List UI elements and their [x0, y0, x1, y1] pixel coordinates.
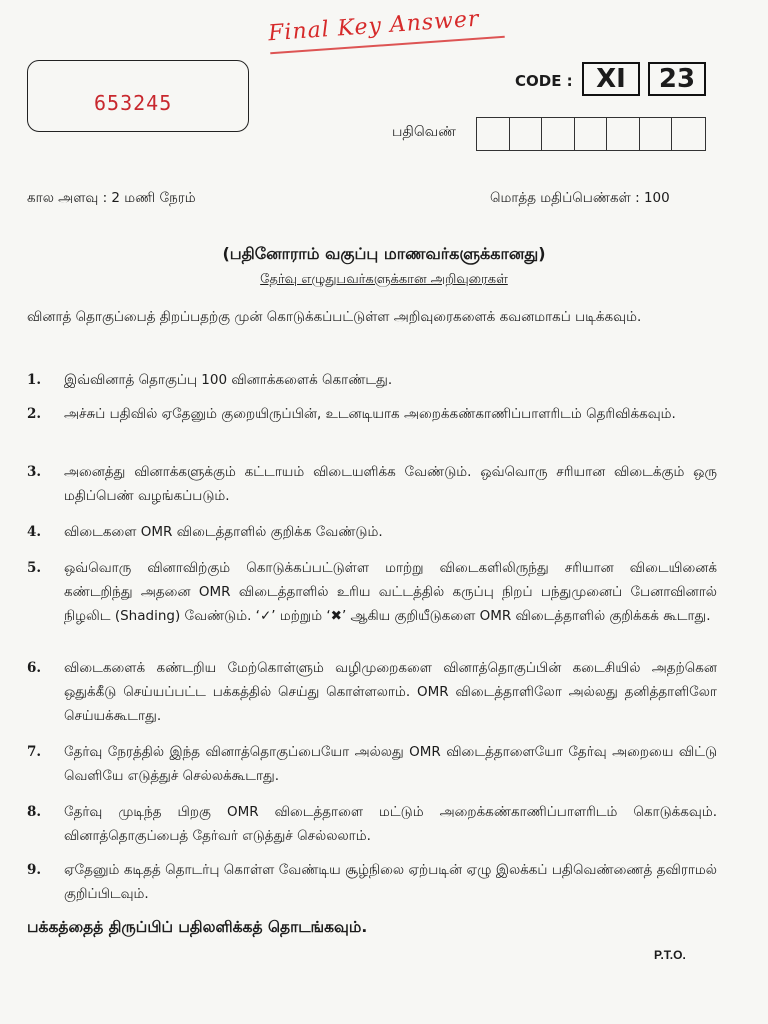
register-number-label: பதிவெண்: [392, 124, 456, 140]
register-digit-cell[interactable]: [575, 118, 608, 150]
instruction-number: 8.: [27, 804, 42, 820]
total-marks: மொத்த மதிப்பெண்கள் : 100: [490, 190, 670, 206]
intro-text: வினாத் தொகுப்பைத் திறப்பதற்கு முன் கொடுக்கப்பட்டுள்ள அறிவுரைகளைக் கவனமாகப் படிக்கவும்.: [27, 309, 642, 325]
instruction-number: 7.: [27, 744, 42, 760]
instruction-item: [27, 800, 717, 848]
instruction-item: [27, 460, 717, 508]
instruction-text: இவ்வினாத் தொகுப்பு 100 வினாக்களைக் கொண்டது.: [64, 372, 393, 388]
instruction-text: தேர்வு முடிந்த பிறகு OMR விடைத்தாளை மட்டும் அறைக்கண்காணிப்பாளரிடம் கொடுக்கவும். வினாத்தொகுப்பைத் தேர்வர் எடுத்துச் செல்லலாம்.: [64, 804, 717, 844]
page-heading: (பதினோராம் வகுப்பு மாணவர்களுக்கானது): [222, 244, 546, 263]
instruction-text: ஏதேனும் கடிதத் தொடர்பு கொள்ள வேண்டிய சூழ்நிலை ஏற்படின் ஏழு இலக்கப் பதிவெண்ணைத் தவிராமல் குறிப்பிடவும்.: [64, 862, 717, 902]
instruction-number: 3.: [27, 464, 42, 480]
code-number-box: 23: [648, 62, 706, 96]
instruction-number: 2.: [27, 406, 42, 422]
instruction-item: [27, 402, 717, 426]
instruction-item: [27, 520, 717, 544]
turn-page-instruction: பக்கத்தைத் திருப்பிப் பதிலளிக்கத் தொடங்கவும்.: [27, 918, 368, 936]
register-digit-cell[interactable]: [477, 118, 510, 150]
instruction-item: [27, 556, 717, 628]
handwritten-annotation: Final Key Answer: [267, 6, 481, 47]
instruction-number: 5.: [27, 560, 42, 576]
instruction-text: விடைகளை OMR விடைத்தாளில் குறிக்க வேண்டும்.: [64, 524, 383, 540]
serial-number-box: [27, 60, 249, 132]
register-digit-cell[interactable]: [510, 118, 543, 150]
instruction-text: தேர்வு நேரத்தில் இந்த வினாத்தொகுப்பையோ அல்லது OMR விடைத்தாளையோ தேர்வு அறையை விட்டு வெளியே எடுத்துச் செல்லக்கூடாது.: [64, 744, 717, 784]
serial-number: 653245: [94, 91, 173, 115]
code-label: CODE :: [515, 72, 573, 90]
register-number-grid[interactable]: [476, 117, 706, 151]
register-digit-cell[interactable]: [542, 118, 575, 150]
instruction-text: விடைகளைக் கண்டறிய மேற்கொள்ளும் வழிமுறைகளை வினாத்தொகுப்பின் கடைசியில் அதற்கென ஒதுக்கீடு செய்யப்பட்ட பக்கத்தில் செய்து கொள்ளலாம். OMR விடைத்தாளிலோ அல்லது தனித்தாளிலோ செய்யக்கூடாது.: [64, 660, 717, 724]
instructions-subheading: தேர்வு எழுதுபவர்களுக்கான அறிவுரைகள்: [260, 272, 508, 287]
register-digit-cell[interactable]: [672, 118, 705, 150]
instruction-item: [27, 740, 717, 788]
register-digit-cell[interactable]: [607, 118, 640, 150]
instruction-number: 9.: [27, 862, 42, 878]
instruction-text: அனைத்து வினாக்களுக்கும் கட்டாயம் விடையளிக்க வேண்டும். ஒவ்வொரு சரியான விடைக்கும் ஒரு மதிப்பெண் வழங்கப்படும்.: [64, 464, 717, 504]
instruction-number: 4.: [27, 524, 42, 540]
instruction-number: 1.: [27, 372, 42, 388]
pto-label: P.T.O.: [654, 948, 686, 962]
register-digit-cell[interactable]: [640, 118, 673, 150]
instruction-text: அச்சுப் பதிவில் ஏதேனும் குறையிருப்பின், உடனடியாக அறைக்கண்காணிப்பாளரிடம் தெரிவிக்கவும்.: [64, 406, 676, 422]
instruction-number: 6.: [27, 660, 42, 676]
instruction-item: [27, 858, 717, 906]
instruction-text: ஒவ்வொரு வினாவிற்கும் கொடுக்கப்பட்டுள்ள மாற்று விடைகளிலிருந்து சரியான விடையினைக் கண்டறிந்து அதனை OMR விடைத்தாளில் உரிய வட்டத்தில் கருப்பு நிறப் பந்துமுனைப் பேனாவினால் நிழலிட (Shading) வேண்டும். ‘✓’ மற்றும் ‘✖’ ஆகிய குறியீடுகளை OMR விடைத்தாளில் குறிக்கக் கூடாது.: [64, 560, 717, 624]
instruction-item: [27, 368, 717, 392]
time-duration: கால அளவு : 2 மணி நேரம்: [27, 190, 196, 206]
code-class-box: XI: [582, 62, 640, 96]
instruction-item: [27, 656, 717, 728]
